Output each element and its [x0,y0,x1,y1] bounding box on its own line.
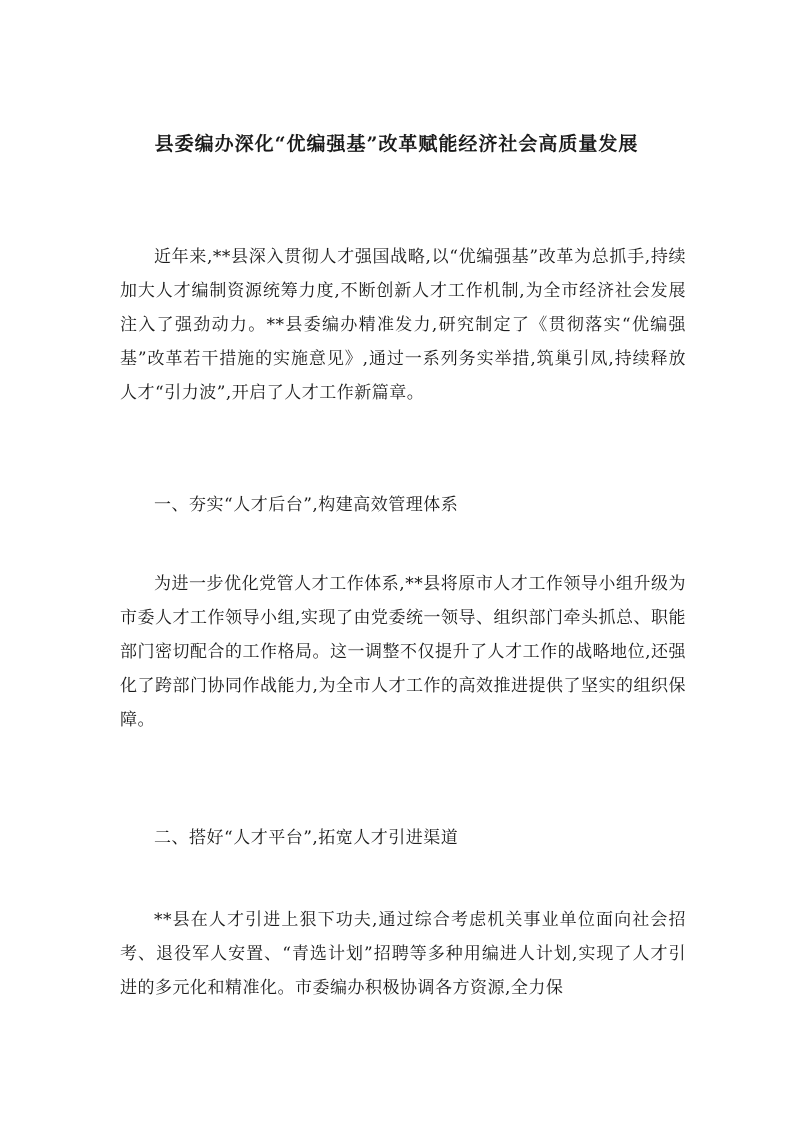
section-heading-2: 二、搭好“人才平台”,拓宽人才引进渠道 [154,828,459,848]
paragraph-intro: 近年来,**县深入贯彻人才强国战略,以“优编强基”改革为总抓手,持续加大人才编制资源统筹力度,不断创新人才工作机制,为全市经济社会发展注入了强劲动力。**县委编办精准发力,研究制定了《贯彻落实“优编强基”改革若干措施的实施意见》,通过一系列务实举措,筑巢引凤,持续释放人才“引力波”,开启了人才工作新篇章。 [120,247,686,403]
paragraph-section-1: 为进一步优化党管人才工作体系,**县将原市人才工作领导小组升级为市委人才工作领导小组,实现了由党委统一领导、组织部门牵头抓总、职能部门密切配合的工作格局。这一调整不仅提升了人才工作的战略地位,还强化了跨部门协同作战能力,为全市人才工作的高效推进提供了坚实的组织保障。 [120,574,686,730]
section-heading-1: 一、夯实“人才后台”,构建高效管理体系 [154,495,459,515]
paragraph-section-2: **县在人才引进上狠下功夫,通过综合考虑机关事业单位面向社会招考、退役军人安置、“青选计划”招聘等多种用编进人计划,实现了人才引进的多元化和精准化。市委编办积极协调各方资源,全力保 [120,910,686,998]
document-title: 县委编办深化“优编强基”改革赋能经济社会高质量发展 [154,133,639,155]
